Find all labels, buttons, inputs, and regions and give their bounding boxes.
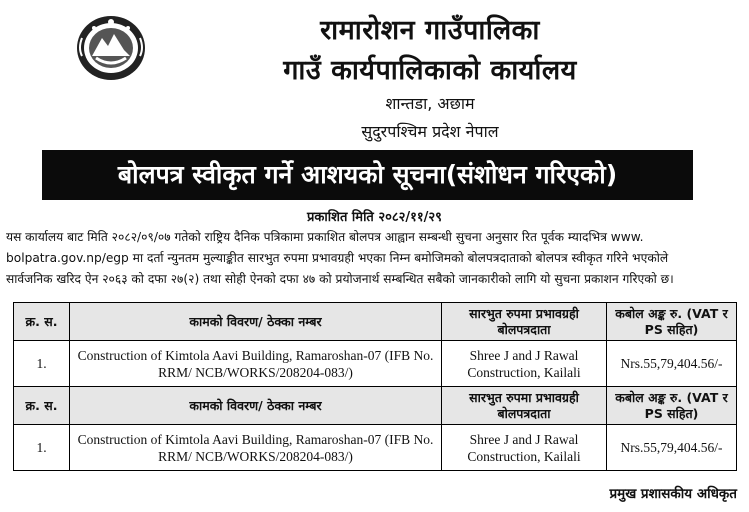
municipality-name: रामारोशन गाउँपालिका [320, 15, 540, 46]
header-amount: कबोल अङ्क रु. (VAT र PS सहित) [607, 303, 737, 341]
header-amount: कबोल अङ्क रु. (VAT र PS सहित) [607, 387, 737, 425]
cell-amount: Nrs.55,79,404.56/- [607, 425, 737, 471]
table-row [14, 425, 737, 471]
notice-body-line: यस कार्यालय बाट मिति २०८२/०९/०७ गतेको राष्ट्रिय दैनिक पत्रिकामा प्रकाशित बोलपत्र आह्वान सम्बन्धी सुचना अनुसार रित पूर्वक म्यादभित्र www. [6, 230, 644, 244]
cell-sn: 1. [14, 425, 70, 471]
header-bidder: सारभुत रुपमा प्रभावग्रही बोलपत्रदाता [442, 303, 607, 341]
cell-bidder: Shree J and J Rawal Construction, Kailali [442, 341, 607, 387]
signatory-title: प्रमुख प्रशासकीय अधिकृत [609, 486, 737, 502]
notice-title-banner: बोलपत्र स्वीकृत गर्ने आशयको सूचना(संशोधन गरिएको) [42, 150, 693, 200]
notice-body-line: bolpatra.gov.np/egp मा दर्ता न्युनतम मुल्याङ्कीत सारभुत रुपमा प्रभावग्रही भएका निम्न बमोजिमको बोलपत्रदाताको बोलपत्र स्वीकृत गरिने भएकोले [6, 251, 669, 265]
notice-body [6, 227, 743, 290]
table-row [14, 341, 737, 387]
header-bidder: सारभुत रुपमा प्रभावग्रही बोलपत्रदाता [442, 387, 607, 425]
header-sn: क्र. स. [14, 387, 70, 425]
office-address: शान्तडा, अछाम [385, 94, 475, 113]
table-header-row [14, 387, 737, 425]
header-work: कामको विवरण/ ठेक्का नम्बर [70, 303, 442, 341]
cell-work: Construction of Kimtola Aavi Building, Ramaroshan-07 (IFB No. RRM/ NCB/WORKS/208204-083/) [70, 341, 442, 387]
notice-body-line: सार्वजनिक खरिद ऐन २०६३ को दफा २७(२) तथा सोही ऐनको दफा ४७ को प्रयोजनार्थ सम्बन्धित सबैको जानकारीको लागि यो सुचना प्रकाशन गरिएको छ। [6, 272, 674, 286]
cell-work: Construction of Kimtola Aavi Building, Ramaroshan-07 (IFB No. RRM/ NCB/WORKS/208204-083/) [70, 425, 442, 471]
office-name: गाउँ कार्यपालिकाको कार्यालय [283, 55, 577, 86]
bid-table [13, 302, 737, 471]
cell-bidder: Shree J and J Rawal Construction, Kailali [442, 425, 607, 471]
published-date: प्रकाशित मिति २०८२/११/२९ [307, 210, 442, 225]
cell-sn: 1. [14, 341, 70, 387]
province-name: सुदुरपश्चिम प्रदेश नेपाल [361, 122, 499, 141]
nepal-government-emblem-icon [74, 12, 148, 84]
header-sn: क्र. स. [14, 303, 70, 341]
cell-amount: Nrs.55,79,404.56/- [607, 341, 737, 387]
header-work: कामको विवरण/ ठेक्का नम्बर [70, 387, 442, 425]
table-header-row [14, 303, 737, 341]
